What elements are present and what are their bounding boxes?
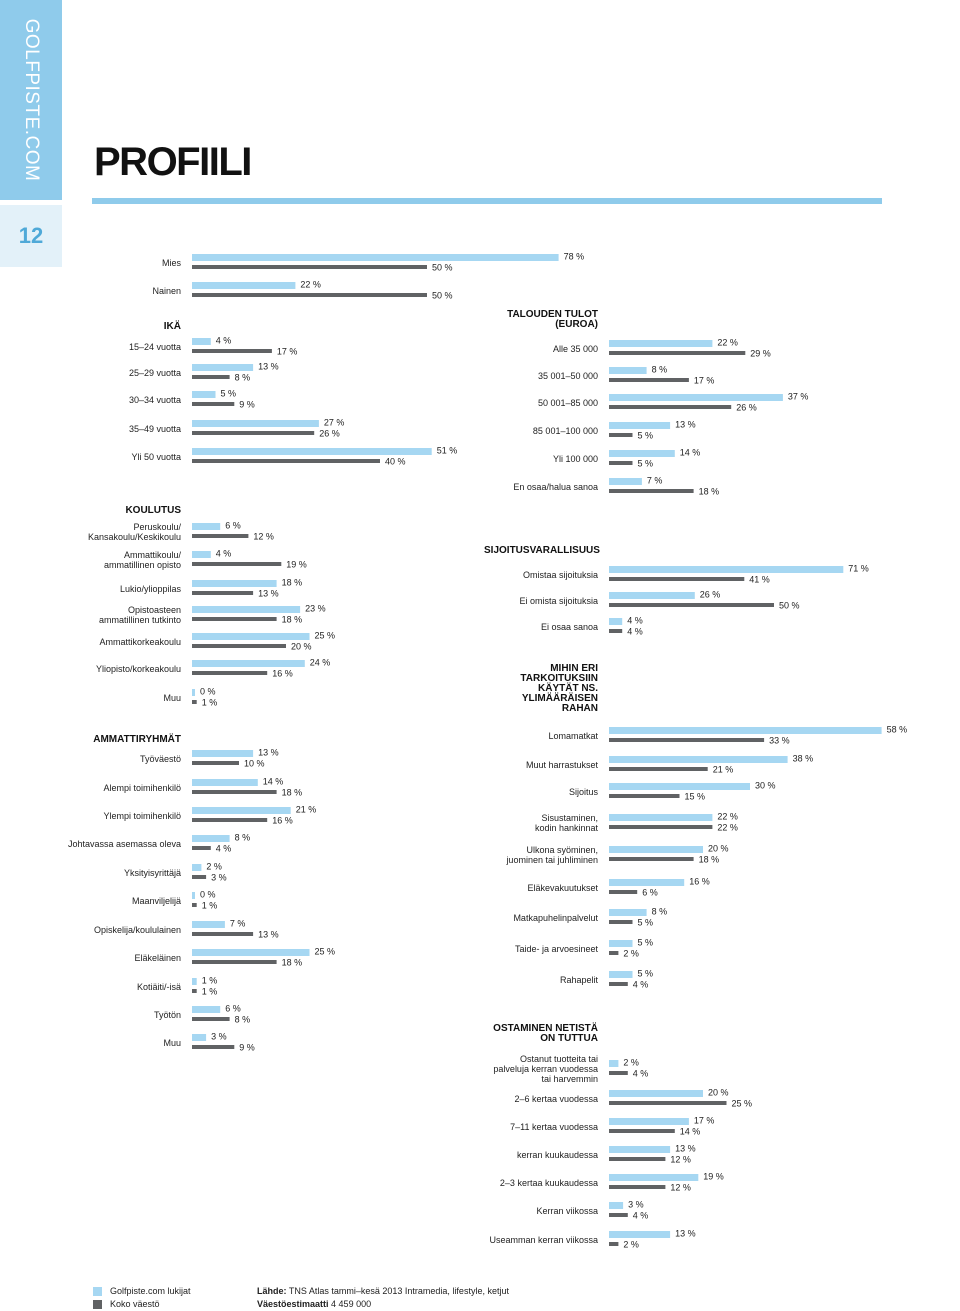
chart-title: MIHIN ERI TARKOITUKSIIN KÄYTÄT NS. YLIMÄÄRÄISEN RAHAN <box>520 663 598 714</box>
legend-label-golfpiste: Golfpiste.com lukijat <box>110 1286 191 1296</box>
value-label-golfpiste: 25 % <box>314 630 336 641</box>
bar-koko <box>609 405 731 409</box>
value-label-golfpiste: 23 % <box>305 603 326 614</box>
bar-koko <box>609 951 618 955</box>
source-line <box>257 1285 509 1298</box>
value-label-koko: 5 % <box>637 917 654 928</box>
category-label: Lomamatkat <box>548 731 598 742</box>
category-label: Lukio/ylioppilas <box>119 584 181 595</box>
value-label-koko: 20 % <box>291 641 312 652</box>
bar-golfpiste <box>192 750 253 757</box>
bar-koko <box>609 461 633 465</box>
category-label: Mies <box>161 258 181 269</box>
category-label: Ulkona syöminen, juominen tai juhliminen <box>506 845 598 866</box>
bar-koko <box>192 1045 234 1049</box>
bar-golfpiste <box>609 566 843 573</box>
bar-golfpiste <box>609 879 684 886</box>
value-label-golfpiste: 78 % <box>563 251 585 262</box>
bar-koko <box>609 1071 628 1075</box>
value-label-golfpiste: 0 % <box>200 686 216 697</box>
category-label: 30–34 vuotta <box>128 395 181 406</box>
value-label-koko: 9 % <box>239 1042 255 1053</box>
bar-koko <box>192 402 234 406</box>
category-label: kerran kuukaudessa <box>516 1150 598 1161</box>
category-label: Muu <box>163 1038 181 1049</box>
value-label-koko: 17 % <box>276 346 298 357</box>
bar-koko <box>609 603 774 607</box>
value-label-golfpiste: 1 % <box>201 975 218 986</box>
value-label-koko: 4 % <box>632 1068 649 1079</box>
bar-koko <box>192 989 197 993</box>
value-label-golfpiste: 20 % <box>708 1087 729 1098</box>
bar-golfpiste <box>192 420 319 427</box>
value-label-golfpiste: 6 % <box>225 1003 241 1014</box>
bar-golfpiste <box>192 551 211 558</box>
category-label: Sijoitus <box>568 787 598 798</box>
category-label: Taide- ja arvoesineet <box>514 944 598 955</box>
bar-koko <box>192 617 277 621</box>
bar-koko <box>609 378 689 382</box>
category-label: 35–49 vuotta <box>128 424 181 435</box>
value-label-golfpiste: 7 % <box>646 475 663 486</box>
category-label: 50 001–85 000 <box>537 398 598 409</box>
bar-koko <box>192 700 197 704</box>
bar-golfpiste <box>192 921 225 928</box>
bar-golfpiste <box>609 450 675 457</box>
value-label-golfpiste: 26 % <box>699 589 721 600</box>
value-label-koko: 1 % <box>201 986 218 997</box>
bar-koko <box>609 577 744 581</box>
bar-koko <box>609 1129 675 1133</box>
bar-koko <box>192 903 197 907</box>
category-label: Omistaa sijoituksia <box>522 570 598 581</box>
value-label-golfpiste: 51 % <box>436 445 458 456</box>
bar-koko <box>192 431 314 435</box>
category-label: Muut harrastukset <box>525 760 598 771</box>
category-label: Kerran viikossa <box>536 1206 598 1217</box>
value-label-golfpiste: 3 % <box>211 1031 227 1042</box>
value-label-koko: 29 % <box>750 348 771 359</box>
bar-golfpiste <box>609 1118 689 1125</box>
bar-golfpiste <box>192 864 201 871</box>
value-label-koko: 16 % <box>272 815 293 826</box>
bar-golfpiste <box>609 1202 623 1209</box>
category-label: Työväestö <box>139 754 181 765</box>
bar-koko <box>192 875 206 879</box>
chart-title: KOULUTUS <box>125 505 181 516</box>
value-label-golfpiste: 22 % <box>717 337 738 348</box>
value-label-golfpiste: 16 % <box>689 876 710 887</box>
category-label: Peruskoulu/ Kansakoulu/Keskikoulu <box>87 522 181 543</box>
bar-golfpiste <box>609 422 670 429</box>
population-value: 4 459 000 <box>331 1299 372 1309</box>
bar-golfpiste <box>609 814 712 821</box>
value-label-koko: 21 % <box>712 764 734 775</box>
value-label-golfpiste: 14 % <box>679 447 701 458</box>
value-label-koko: 12 % <box>670 1154 691 1165</box>
value-label-golfpiste: 58 % <box>886 724 908 735</box>
category-label: 35 001–50 000 <box>537 371 598 382</box>
bar-koko <box>609 767 708 771</box>
bar-golfpiste <box>192 633 310 640</box>
value-label-golfpiste: 4 % <box>627 615 643 626</box>
brand-text: GOLFPISTE.COM <box>21 18 42 182</box>
bar-koko <box>192 349 272 353</box>
value-label-golfpiste: 25 % <box>314 946 336 957</box>
value-label-golfpiste: 14 % <box>262 776 284 787</box>
value-label-koko: 18 % <box>281 787 303 798</box>
value-label-koko: 22 % <box>717 822 738 833</box>
bar-koko <box>609 489 694 493</box>
value-label-koko: 1 % <box>201 900 218 911</box>
source-text: TNS Atlas tammi–kesä 2013 Intramedia, lifestyle, ketjut <box>288 1286 509 1296</box>
bar-golfpiste <box>609 846 703 853</box>
legend <box>93 1285 191 1311</box>
value-label-golfpiste: 8 % <box>234 832 251 843</box>
bar-koko <box>192 375 230 379</box>
category-label: Yli 50 vuotta <box>131 452 181 463</box>
value-label-golfpiste: 38 % <box>792 753 814 764</box>
bar-koko <box>609 857 694 861</box>
bar-koko <box>609 890 637 894</box>
category-label: Yksityisyrittäjä <box>123 868 181 879</box>
value-label-golfpiste: 4 % <box>215 335 232 346</box>
bar-golfpiste <box>192 606 300 613</box>
value-label-golfpiste: 22 % <box>300 279 321 290</box>
bar-koko <box>609 738 764 742</box>
bar-golfpiste <box>609 756 788 763</box>
category-label: Ylempi toimihenkilö <box>103 811 181 822</box>
bar-koko <box>609 920 633 924</box>
bar-koko <box>192 960 277 964</box>
bar-golfpiste <box>192 807 291 814</box>
value-label-koko: 8 % <box>234 1014 251 1025</box>
value-label-koko: 18 % <box>281 614 303 625</box>
bar-golfpiste <box>192 978 197 985</box>
value-label-koko: 33 % <box>769 735 790 746</box>
category-label: En osaa/halua sanoa <box>513 482 598 493</box>
chart-title: OSTAMINEN NETISTÄ ON TUTTUA <box>493 1023 598 1044</box>
chart-title: IKÄ <box>163 321 181 332</box>
value-label-koko: 4 % <box>632 979 649 990</box>
legend-item-golfpiste <box>93 1285 191 1298</box>
bar-koko <box>609 1185 665 1189</box>
category-label: Johtavassa asemassa oleva <box>67 839 181 850</box>
category-label: Ei osaa sanoa <box>540 622 598 633</box>
value-label-golfpiste: 13 % <box>258 747 279 758</box>
category-label: Eläkevakuutukset <box>527 883 598 894</box>
bar-golfpiste <box>192 254 559 261</box>
bar-koko <box>192 591 253 595</box>
bar-golfpiste <box>609 618 622 625</box>
bar-golfpiste <box>609 478 642 485</box>
value-label-koko: 5 % <box>637 458 654 469</box>
value-label-golfpiste: 8 % <box>651 364 668 375</box>
category-label: Yliopisto/korkeakoulu <box>95 664 181 675</box>
bar-koko <box>609 1213 628 1217</box>
value-label-koko: 12 % <box>670 1182 691 1193</box>
category-label: Yli 100 000 <box>552 454 598 465</box>
bar-koko <box>192 562 281 566</box>
bar-koko <box>609 1157 665 1161</box>
bar-golfpiste <box>192 282 295 289</box>
value-label-golfpiste: 6 % <box>225 520 241 531</box>
category-label: Työtön <box>153 1010 181 1021</box>
value-label-golfpiste: 71 % <box>848 563 869 574</box>
value-label-koko: 10 % <box>244 758 265 769</box>
value-label-golfpiste: 13 % <box>675 419 696 430</box>
value-label-golfpiste: 20 % <box>708 843 729 854</box>
value-label-golfpiste: 8 % <box>651 906 668 917</box>
bar-golfpiste <box>192 689 195 696</box>
value-label-golfpiste: 3 % <box>628 1199 644 1210</box>
category-label: 15–24 vuotta <box>128 342 181 353</box>
category-label: Useamman kerran viikossa <box>489 1235 598 1246</box>
bar-golfpiste <box>609 1231 670 1238</box>
category-label: 25–29 vuotta <box>128 368 181 379</box>
value-label-koko: 12 % <box>253 531 274 542</box>
bar-koko <box>192 846 211 850</box>
value-label-golfpiste: 7 % <box>229 918 246 929</box>
bar-golfpiste <box>192 949 310 956</box>
bar-golfpiste <box>609 1060 618 1067</box>
bar-golfpiste <box>192 364 253 371</box>
value-label-koko: 15 % <box>684 791 706 802</box>
bar-koko <box>609 1101 727 1105</box>
value-label-golfpiste: 30 % <box>755 780 776 791</box>
category-label: Ammattikoulu/ ammatillinen opisto <box>103 550 181 571</box>
legend-swatch-golfpiste <box>93 1287 102 1296</box>
category-label: Alle 35 000 <box>552 344 598 355</box>
value-label-golfpiste: 5 % <box>637 968 654 979</box>
value-label-golfpiste: 22 % <box>717 811 738 822</box>
bar-golfpiste <box>192 779 258 786</box>
bar-golfpiste <box>192 835 230 842</box>
category-label: Ostanut tuotteita tai palveluja kerran vuodessa tai harvemmin <box>493 1054 598 1085</box>
bar-koko <box>192 932 253 936</box>
bar-golfpiste <box>609 783 750 790</box>
bar-koko <box>192 761 239 765</box>
category-label: Rahapelit <box>559 975 598 986</box>
category-label: 2–3 kertaa kuukaudessa <box>499 1178 598 1189</box>
category-label: 2–6 kertaa vuodessa <box>514 1094 598 1105</box>
value-label-koko: 4 % <box>632 1210 649 1221</box>
legend-item-koko <box>93 1298 191 1311</box>
bar-koko <box>192 293 427 297</box>
value-label-golfpiste: 13 % <box>675 1228 696 1239</box>
category-label: Ei omista sijoituksia <box>519 596 598 607</box>
value-label-golfpiste: 19 % <box>703 1171 724 1182</box>
legend-label-koko: Koko väestö <box>110 1299 160 1309</box>
value-label-golfpiste: 18 % <box>281 577 303 588</box>
value-label-golfpiste: 24 % <box>309 657 331 668</box>
bar-koko <box>609 794 680 798</box>
value-label-koko: 18 % <box>698 486 720 497</box>
category-label: Sisustaminen, kodin hankinnat <box>534 813 598 834</box>
source-label: Lähde: <box>257 1286 287 1296</box>
bar-koko <box>192 644 286 648</box>
value-label-golfpiste: 17 % <box>693 1115 715 1126</box>
value-label-koko: 6 % <box>642 887 658 898</box>
value-label-golfpiste: 2 % <box>206 861 222 872</box>
bar-golfpiste <box>609 394 783 401</box>
category-label: Opiskelija/koululainen <box>93 925 181 936</box>
value-label-koko: 5 % <box>637 430 654 441</box>
bar-koko <box>192 790 277 794</box>
value-label-koko: 26 % <box>736 402 757 413</box>
bar-koko <box>192 459 380 463</box>
value-label-golfpiste: 2 % <box>623 1057 639 1068</box>
value-label-koko: 14 % <box>679 1126 701 1137</box>
category-label: 85 001–100 000 <box>532 426 598 437</box>
value-label-koko: 2 % <box>623 1239 639 1250</box>
value-label-koko: 4 % <box>627 626 643 637</box>
value-label-golfpiste: 13 % <box>258 361 279 372</box>
value-label-koko: 1 % <box>201 697 218 708</box>
value-label-koko: 19 % <box>286 559 307 570</box>
bar-golfpiste <box>609 940 633 947</box>
bar-golfpiste <box>192 523 220 530</box>
chart-title: AMMATTIRYHMÄT <box>93 734 181 745</box>
bar-golfpiste <box>609 727 882 734</box>
category-label: Muu <box>163 693 181 704</box>
bar-golfpiste <box>192 391 216 398</box>
bar-golfpiste <box>609 1146 670 1153</box>
bar-golfpiste <box>192 892 195 899</box>
value-label-koko: 9 % <box>239 399 255 410</box>
bar-golfpiste <box>609 909 647 916</box>
value-label-koko: 17 % <box>693 375 715 386</box>
bar-golfpiste <box>192 1006 220 1013</box>
chart-title: SIJOITUSVARALLISUUS <box>484 545 600 556</box>
category-label: Matkapuhelinpalvelut <box>513 913 598 924</box>
category-label: Alempi toimihenkilö <box>103 783 181 794</box>
value-label-koko: 16 % <box>272 668 293 679</box>
category-label: Maanviljelijä <box>131 896 181 907</box>
bar-koko <box>609 982 628 986</box>
value-label-koko: 50 % <box>432 262 453 273</box>
value-label-golfpiste: 5 % <box>637 937 654 948</box>
category-label: Ammattikorkeakoulu <box>99 637 181 648</box>
value-label-koko: 41 % <box>749 574 770 585</box>
value-label-golfpiste: 13 % <box>675 1143 696 1154</box>
value-label-koko: 4 % <box>215 843 232 854</box>
value-label-koko: 50 % <box>779 600 800 611</box>
legend-swatch-koko <box>93 1300 102 1309</box>
value-label-golfpiste: 37 % <box>787 391 809 402</box>
bar-koko <box>192 818 267 822</box>
value-label-koko: 40 % <box>385 456 406 467</box>
bar-koko <box>192 534 248 538</box>
bar-koko <box>609 629 622 633</box>
value-label-koko: 50 % <box>432 290 453 301</box>
chart-title: TALOUDEN TULOT (EUROA) <box>507 309 598 330</box>
bar-golfpiste <box>192 448 432 455</box>
value-label-koko: 18 % <box>698 854 720 865</box>
value-label-golfpiste: 21 % <box>295 804 317 815</box>
value-label-koko: 26 % <box>319 428 340 439</box>
bar-koko <box>609 351 745 355</box>
value-label-golfpiste: 27 % <box>323 417 345 428</box>
category-label: Opistoasteen ammatillinen tutkinto <box>98 605 181 626</box>
source-note <box>257 1285 509 1311</box>
bar-golfpiste <box>609 340 712 347</box>
value-label-koko: 25 % <box>731 1098 753 1109</box>
category-label: Nainen <box>152 286 181 297</box>
page-title: PROFIILI <box>94 140 251 184</box>
category-label: Eläkeläinen <box>134 953 181 964</box>
bar-golfpiste <box>609 1174 698 1181</box>
population-line <box>257 1298 509 1311</box>
value-label-golfpiste: 5 % <box>220 388 237 399</box>
bar-golfpiste <box>192 338 211 345</box>
bar-golfpiste <box>192 580 277 587</box>
value-label-golfpiste: 0 % <box>200 889 216 900</box>
category-label: Kotiäiti/-isä <box>136 982 181 993</box>
value-label-koko: 3 % <box>211 872 227 883</box>
value-label-koko: 2 % <box>623 948 639 959</box>
value-label-koko: 8 % <box>234 372 251 383</box>
bar-golfpiste <box>609 971 633 978</box>
value-label-koko: 13 % <box>258 929 279 940</box>
bar-golfpiste <box>609 592 695 599</box>
bar-golfpiste <box>192 660 305 667</box>
value-label-koko: 18 % <box>281 957 303 968</box>
value-label-golfpiste: 4 % <box>215 548 232 559</box>
bar-golfpiste <box>609 1090 703 1097</box>
page-number: 12 <box>0 205 62 267</box>
population-label: Väestöestimaatti <box>257 1299 329 1309</box>
value-label-koko: 13 % <box>258 588 279 599</box>
bar-koko <box>192 671 267 675</box>
bar-koko <box>192 265 427 269</box>
bar-koko <box>609 433 633 437</box>
bar-golfpiste <box>192 1034 206 1041</box>
bar-golfpiste <box>609 367 647 374</box>
bar-koko <box>609 825 712 829</box>
bar-koko <box>609 1242 618 1246</box>
category-label: 7–11 kertaa vuodessa <box>510 1122 598 1133</box>
bar-koko <box>192 1017 230 1021</box>
